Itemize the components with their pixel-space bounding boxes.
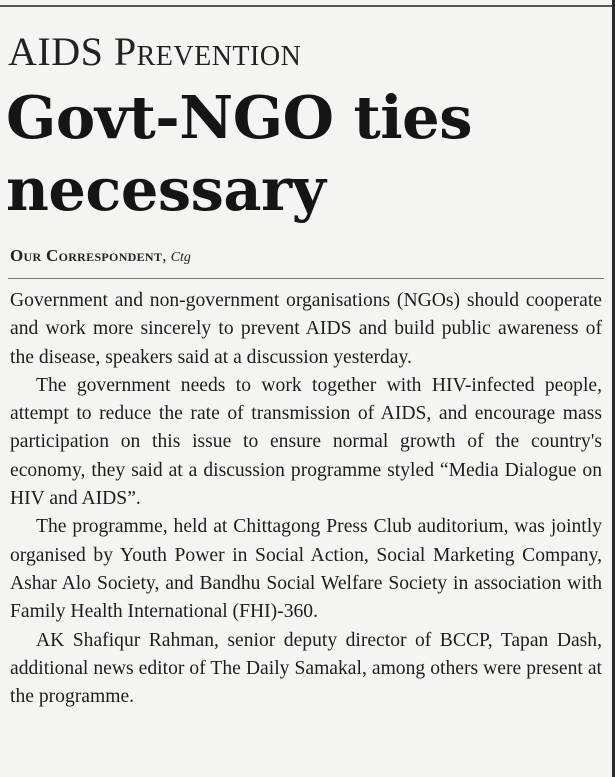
kicker-rest: Prevention (113, 29, 302, 74)
kicker (8, 30, 301, 74)
paragraph-1: Government and non-government organisations (NGOs) should cooperate and work more sincerely to prevent AIDS and build public awareness of the disease, speakers said at a discussion yesterday. (10, 290, 602, 368)
paragraph-3: The programme, held at Chittagong Press Club auditorium, was jointly organised by Youth Power in Social Action, Social Marketing Company, Ashar Alo Society, and Bandhu Social Welfare Society in association with Family Health International (FHI)-360. (10, 516, 602, 623)
paragraph-2: The government needs to work together with HIV-infected people, attempt to reduce the rate of transmission of AIDS, and encourage mass participation on this issue to ensure normal growth of the country's economy, they said at a discussion programme styled “Media Dialogue on HIV and AIDS”. (10, 374, 602, 510)
byline-separator: , (162, 246, 167, 265)
paragraph-4: AK Shafiqur Rahman, senior deputy director of BCCP, Tapan Dash, additional news editor of The Daily Samakal, among others were present at the programme. (10, 629, 602, 708)
article-body (10, 287, 602, 711)
byline-rule (8, 278, 604, 279)
byline-name: Our Correspondent (10, 246, 163, 265)
byline (10, 246, 191, 268)
top-rule (0, 5, 612, 7)
byline-location: Ctg (170, 250, 191, 265)
headline: Govt-NGO ties necessary (6, 83, 472, 224)
kicker-first-word: AIDS (8, 29, 104, 74)
